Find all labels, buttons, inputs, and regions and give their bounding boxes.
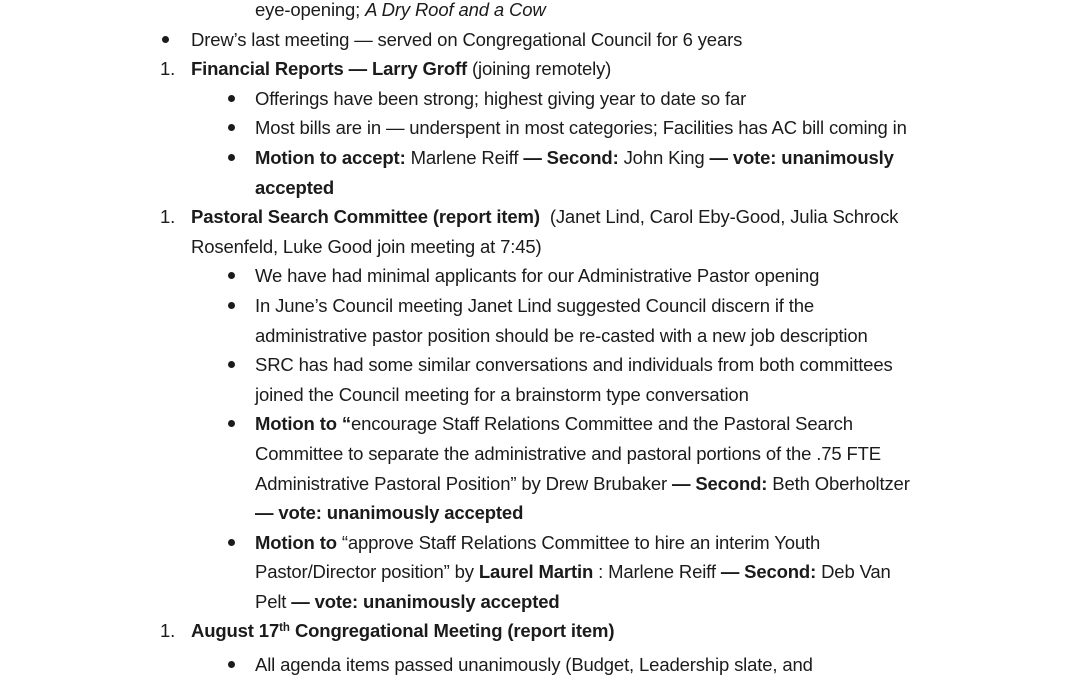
text-run: Congregational Meeting (report item) (289, 620, 615, 642)
text-run: administrative pastor position should be re-casted with a new job description (255, 324, 868, 346)
text-run: Beth Oberholtzer (767, 472, 910, 494)
list-item (191, 25, 1080, 55)
text-run: (Janet Lind, Carol Eby-Good, Julia Schrock (539, 206, 899, 228)
bullet-icon (228, 361, 235, 368)
text-run: A Dry Roof and a Cow (365, 0, 546, 20)
list-item (160, 202, 1080, 261)
text-run: Administrative Pastoral Position” by Drew Brubaker (255, 472, 672, 494)
text-run: — vote: unanimously accepted (291, 590, 560, 612)
bullet-icon (228, 539, 235, 546)
text-run: — vote: unanimously accepted (255, 502, 524, 524)
bullet-icon (228, 272, 235, 279)
text-run: Rosenfeld, Luke Good join meeting at 7:45) (191, 235, 542, 257)
text-run: All agenda items passed unanimously (Budget, Leadership slate, and (255, 654, 813, 675)
list-item (255, 528, 1080, 617)
text-run: SRC has had some similar conversations and individuals from both committees (255, 354, 893, 376)
list-item (255, 261, 1080, 291)
bullet-icon (228, 95, 235, 102)
list-item (255, 113, 1080, 143)
list-item (255, 409, 1080, 527)
text-run: — Second: (720, 561, 817, 583)
text-run: Laurel Martin (478, 561, 594, 583)
text-run: August 17 (191, 620, 280, 642)
list-item (255, 84, 1080, 114)
list-item (255, 0, 1080, 25)
text-run: Pastoral Search Committee (report item) (191, 206, 540, 228)
text-run: accepted (255, 176, 335, 198)
bullet-icon (228, 661, 235, 668)
bullet-icon (228, 124, 235, 131)
bullet-icon (162, 36, 169, 43)
list-item (160, 616, 1080, 650)
list-number: 1. (160, 206, 176, 228)
text-run: — Second: (523, 146, 619, 168)
bullet-icon (228, 154, 235, 161)
text-run: encourage Staff Relations Committee and the Pastoral Search (350, 413, 853, 435)
text-run: Pelt (255, 590, 292, 612)
text-run: — vote: unanimously (709, 146, 894, 168)
text-run: eye-opening; (255, 0, 366, 20)
text-run: — Second: (671, 472, 768, 494)
text-run: Motion to “ (255, 413, 351, 435)
text-run: joined the Council meeting for a brainstorm type conversation (255, 383, 749, 405)
text-run: “approve Staff Relations Committee to hire an interim Youth (341, 531, 821, 553)
text-run: : Marlene Reiff (593, 561, 721, 583)
text-run: In June’s Council meeting Janet Lind suggested Council discern if the (255, 294, 815, 316)
text-run: Drew’s last meeting — served on Congregational Council for 6 years (191, 28, 743, 50)
text-run: We have had minimal applicants for our Administrative Pastor opening (255, 265, 820, 287)
text-run: Most bills are in — underspent in most categories; Facilities has AC bill coming in (255, 117, 907, 139)
text-run: Offerings have been strong; highest giving year to date so far (255, 87, 747, 109)
list-item (255, 350, 1080, 409)
text-run: Financial Reports — Larry Groff (191, 58, 467, 80)
list-item (255, 143, 1080, 202)
text-run: John King (618, 146, 710, 168)
text-run: Deb Van (816, 561, 891, 583)
text-run: Motion to accept: (255, 146, 406, 168)
text-run: th (279, 621, 290, 634)
list-item (255, 650, 1080, 675)
bullet-icon (228, 420, 235, 427)
text-run: Pastor/Director position” by (255, 561, 479, 583)
list-item (255, 291, 1080, 350)
list-item (160, 54, 1080, 84)
list-number: 1. (160, 620, 176, 642)
text-run: (joining remotely) (467, 58, 612, 80)
bullet-icon (228, 302, 235, 309)
text-run: Marlene Reiff (405, 146, 524, 168)
text-run: Motion to (255, 531, 342, 553)
list-number: 1. (160, 58, 176, 80)
text-run: Committee to separate the administrative and pastoral portions of the .75 FTE (255, 442, 881, 464)
